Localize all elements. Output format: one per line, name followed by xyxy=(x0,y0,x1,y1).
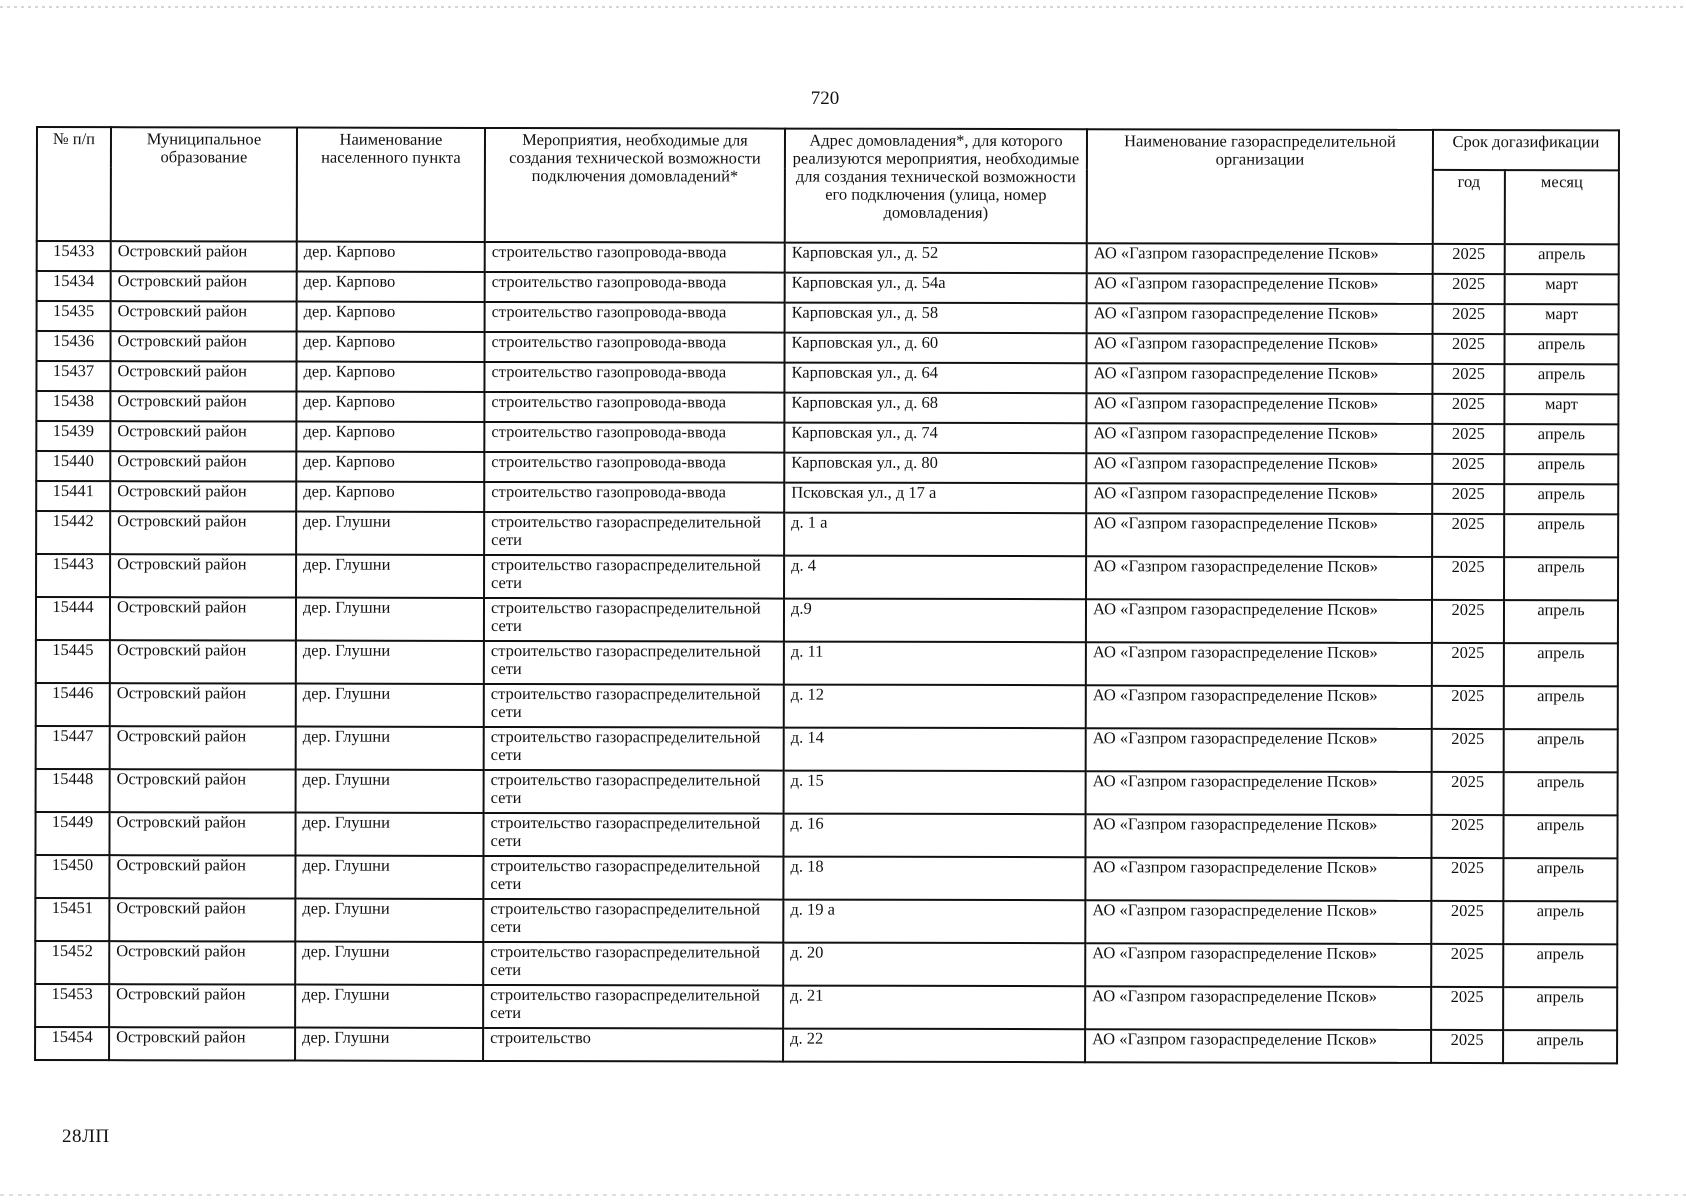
row-measure: строительство газораспределительной сети xyxy=(484,727,784,771)
row-settlement: дер. Карпово xyxy=(296,482,484,512)
row-month: март xyxy=(1505,274,1619,304)
row-month: апрель xyxy=(1504,424,1618,454)
table-row xyxy=(35,1027,1617,1063)
table-row xyxy=(36,769,1618,815)
row-measure: строительство газораспределительной сети xyxy=(483,985,783,1029)
row-organization: АО «Газпром газораспределение Псков» xyxy=(1086,513,1432,557)
row-settlement: дер. Глушни xyxy=(295,985,483,1028)
row-measure: строительство газопровода-ввода xyxy=(484,362,784,393)
row-organization: АО «Газпром газораспределение Псков» xyxy=(1086,483,1432,514)
row-organization: АО «Газпром газораспределение Псков» xyxy=(1086,363,1432,394)
row-organization: АО «Газпром газораспределение Псков» xyxy=(1087,333,1433,364)
row-month: апрель xyxy=(1504,600,1618,643)
header-measures: Мероприятия, необходимые для создания технической возможности подключения домовладений* xyxy=(485,128,785,243)
row-address: Карповская ул., д. 60 xyxy=(785,333,1087,364)
row-measure: строительство газораспределительной сети xyxy=(484,770,784,814)
row-year: 2025 xyxy=(1433,304,1505,334)
row-organization: АО «Газпром газораспределение Псков» xyxy=(1087,303,1433,334)
row-year: 2025 xyxy=(1432,772,1504,815)
table-row xyxy=(35,984,1617,1030)
row-measure: строительство газораспределительной сети xyxy=(483,813,783,857)
row-year: 2025 xyxy=(1432,454,1504,484)
row-month: апрель xyxy=(1504,772,1618,815)
row-number: 15452 xyxy=(35,941,109,984)
row-year: 2025 xyxy=(1432,686,1504,729)
row-organization: АО «Газпром газораспределение Псков» xyxy=(1086,685,1432,729)
row-settlement: дер. Карпово xyxy=(296,422,484,452)
table-row xyxy=(37,241,1619,274)
row-measure: строительство газораспределительной сети xyxy=(484,598,784,642)
row-year: 2025 xyxy=(1432,729,1504,772)
table-row xyxy=(36,554,1618,600)
table-row xyxy=(35,855,1617,901)
row-address: д. 4 xyxy=(784,556,1086,600)
row-organization: АО «Газпром газораспределение Псков» xyxy=(1085,857,1431,901)
scan-edge-bottom xyxy=(0,1194,1686,1196)
table-row xyxy=(37,301,1619,334)
header-deadline: Срок догазификации xyxy=(1433,130,1619,170)
row-address: Карповская ул., д. 52 xyxy=(785,243,1087,274)
row-month: апрель xyxy=(1503,987,1617,1030)
row-month: апрель xyxy=(1503,815,1617,858)
row-municipality: Островский район xyxy=(110,597,296,640)
scan-edge-top xyxy=(0,6,1686,8)
row-settlement: дер. Глушни xyxy=(295,813,483,856)
row-year: 2025 xyxy=(1433,244,1505,274)
row-number: 15436 xyxy=(37,331,111,361)
row-municipality: Островский район xyxy=(111,241,297,271)
row-number: 15440 xyxy=(36,451,110,481)
row-month: март xyxy=(1504,394,1618,424)
row-month: апрель xyxy=(1504,643,1618,686)
table-row xyxy=(37,331,1619,364)
row-measure: строительство газопровода-ввода xyxy=(485,242,785,273)
row-number: 15447 xyxy=(36,726,110,769)
row-number: 15441 xyxy=(36,481,110,511)
row-month: апрель xyxy=(1504,686,1618,729)
row-municipality: Островский район xyxy=(111,331,297,361)
row-organization: АО «Газпром газораспределение Псков» xyxy=(1085,943,1431,987)
row-organization: АО «Газпром газораспределение Псков» xyxy=(1085,1029,1431,1063)
row-measure: строительство газораспределительной сети xyxy=(483,899,783,943)
row-settlement: дер. Глушни xyxy=(296,684,484,727)
row-number: 15444 xyxy=(36,597,110,640)
row-month: апрель xyxy=(1504,364,1618,394)
row-number: 15434 xyxy=(37,271,111,301)
row-number: 15450 xyxy=(35,855,109,898)
table-row xyxy=(36,361,1618,394)
row-month: апрель xyxy=(1503,901,1617,944)
row-year: 2025 xyxy=(1431,944,1503,987)
row-settlement: дер. Глушни xyxy=(296,555,484,598)
row-measure: строительство газопровода-ввода xyxy=(484,392,784,423)
row-municipality: Островский район xyxy=(110,511,296,554)
row-settlement: дер. Карпово xyxy=(297,242,485,272)
row-settlement: дер. Карпово xyxy=(296,452,484,482)
row-month: апрель xyxy=(1505,244,1619,274)
row-address: Карповская ул., д. 80 xyxy=(784,453,1086,484)
row-municipality: Островский район xyxy=(109,812,295,855)
row-number: 15453 xyxy=(35,984,109,1027)
row-organization: АО «Газпром газораспределение Псков» xyxy=(1085,986,1431,1030)
row-month: апрель xyxy=(1504,454,1618,484)
row-address: д. 16 xyxy=(783,814,1085,858)
row-measure: строительство газопровода-ввода xyxy=(485,272,785,303)
row-measure: строительство газопровода-ввода xyxy=(484,452,784,483)
row-number: 15439 xyxy=(36,421,110,451)
row-year: 2025 xyxy=(1432,514,1504,557)
row-settlement: дер. Глушни xyxy=(295,899,483,942)
row-measure: строительство xyxy=(483,1028,783,1062)
row-month: апрель xyxy=(1503,944,1617,987)
row-measure: строительство газораспределительной сети xyxy=(484,512,784,556)
row-month: апрель xyxy=(1505,334,1619,364)
row-month: апрель xyxy=(1503,1030,1617,1063)
row-number: 15443 xyxy=(36,554,110,597)
row-municipality: Островский район xyxy=(110,683,296,726)
table-row xyxy=(36,597,1618,643)
row-year: 2025 xyxy=(1431,987,1503,1030)
table-row xyxy=(36,640,1618,686)
row-number: 15435 xyxy=(37,301,111,331)
table-row xyxy=(36,451,1618,484)
row-number: 15451 xyxy=(35,898,109,941)
row-year: 2025 xyxy=(1433,334,1505,364)
row-year: 2025 xyxy=(1432,394,1504,424)
page-number: 720 xyxy=(810,88,840,109)
row-organization: АО «Газпром газораспределение Псков» xyxy=(1086,423,1432,454)
table-row xyxy=(35,941,1617,987)
table-row xyxy=(36,391,1618,424)
row-settlement: дер. Глушни xyxy=(296,727,484,770)
row-measure: строительство газопровода-ввода xyxy=(484,422,784,453)
row-number: 15449 xyxy=(35,812,109,855)
row-year: 2025 xyxy=(1431,1030,1503,1063)
table-row xyxy=(37,271,1619,304)
gasification-table xyxy=(34,126,1620,1064)
row-municipality: Островский район xyxy=(110,391,296,421)
row-measure: строительство газораспределительной сети xyxy=(483,942,783,986)
row-organization: АО «Газпром газораспределение Псков» xyxy=(1086,728,1432,772)
row-municipality: Островский район xyxy=(110,726,296,769)
row-year: 2025 xyxy=(1432,643,1504,686)
row-settlement: дер. Карпово xyxy=(297,332,485,362)
row-year: 2025 xyxy=(1431,815,1503,858)
row-settlement: дер. Глушни xyxy=(296,598,484,641)
row-number: 15454 xyxy=(35,1027,109,1060)
row-settlement: дер. Глушни xyxy=(295,942,483,985)
table-row xyxy=(35,898,1617,944)
row-measure: строительство газопровода-ввода xyxy=(485,302,785,333)
row-address: Карповская ул., д. 58 xyxy=(785,303,1087,334)
row-municipality: Островский район xyxy=(111,301,297,331)
row-address: Карповская ул., д. 68 xyxy=(784,393,1086,424)
row-month: апрель xyxy=(1504,557,1618,600)
row-month: апрель xyxy=(1503,858,1617,901)
row-month: апрель xyxy=(1504,514,1618,557)
row-municipality: Островский район xyxy=(110,361,296,391)
row-municipality: Островский район xyxy=(109,855,295,898)
row-year: 2025 xyxy=(1431,901,1503,944)
row-number: 15438 xyxy=(36,391,110,421)
footer-code: 28ЛП xyxy=(62,1126,110,1147)
row-measure: строительство газопровода-ввода xyxy=(484,482,784,513)
header-month: месяц xyxy=(1505,170,1619,244)
row-address: Карповская ул., д. 74 xyxy=(784,423,1086,454)
row-organization: АО «Газпром газораспределение Псков» xyxy=(1086,599,1432,643)
row-organization: АО «Газпром газораспределение Псков» xyxy=(1086,771,1432,815)
header-num: № п/п xyxy=(37,127,111,241)
row-address: Карповская ул., д. 64 xyxy=(784,363,1086,394)
row-municipality: Островский район xyxy=(109,941,295,984)
row-address: д. 22 xyxy=(783,1029,1085,1063)
table-row xyxy=(36,511,1618,557)
row-municipality: Островский район xyxy=(109,984,295,1027)
table-header xyxy=(37,127,1619,244)
row-year: 2025 xyxy=(1431,858,1503,901)
row-municipality: Островский район xyxy=(110,481,296,511)
row-year: 2025 xyxy=(1433,274,1505,304)
row-number: 15448 xyxy=(36,769,110,812)
row-address: д. 1 а xyxy=(784,513,1086,557)
header-address: Адрес домовладения*, для которого реализуются мероприятия, необходимые для создания технической возможности его подключения (улица, номер домовладения) xyxy=(785,129,1087,244)
row-measure: строительство газораспределительной сети xyxy=(484,641,784,685)
row-municipality: Островский район xyxy=(111,271,297,301)
table-row xyxy=(36,683,1618,729)
row-measure: строительство газораспределительной сети xyxy=(484,555,784,599)
table-row xyxy=(36,481,1618,514)
row-municipality: Островский район xyxy=(110,640,296,683)
row-year: 2025 xyxy=(1432,364,1504,394)
row-address: д. 12 xyxy=(784,685,1086,729)
row-month: март xyxy=(1505,304,1619,334)
row-month: апрель xyxy=(1504,484,1618,514)
header-year: год xyxy=(1433,170,1505,244)
row-year: 2025 xyxy=(1432,484,1504,514)
row-address: Псковская ул., д 17 а xyxy=(784,483,1086,514)
row-organization: АО «Газпром газораспределение Псков» xyxy=(1086,453,1432,484)
row-settlement: дер. Карпово xyxy=(297,302,485,332)
row-organization: АО «Газпром газораспределение Псков» xyxy=(1087,243,1433,274)
row-address: Карповская ул., д. 54а xyxy=(785,273,1087,304)
row-settlement: дер. Глушни xyxy=(296,641,484,684)
row-number: 15437 xyxy=(36,361,110,391)
row-number: 15433 xyxy=(37,241,111,271)
row-organization: АО «Газпром газораспределение Псков» xyxy=(1086,642,1432,686)
header-municipality: Муниципальное образование xyxy=(111,127,297,241)
row-settlement: дер. Глушни xyxy=(295,1028,483,1061)
row-address: д. 14 xyxy=(784,728,1086,772)
row-year: 2025 xyxy=(1432,600,1504,643)
row-number: 15442 xyxy=(36,511,110,554)
row-settlement: дер. Глушни xyxy=(295,856,483,899)
row-month: апрель xyxy=(1504,729,1618,772)
row-measure: строительство газораспределительной сети xyxy=(484,684,784,728)
row-year: 2025 xyxy=(1432,424,1504,454)
row-organization: АО «Газпром газораспределение Псков» xyxy=(1085,900,1431,944)
table-row xyxy=(36,421,1618,454)
table-body xyxy=(35,241,1619,1063)
row-settlement: дер. Карпово xyxy=(296,362,484,392)
row-measure: строительство газораспределительной сети xyxy=(483,856,783,900)
row-settlement: дер. Глушни xyxy=(296,770,484,813)
row-address: д. 11 xyxy=(784,642,1086,686)
row-address: д. 15 xyxy=(784,771,1086,815)
row-settlement: дер. Карпово xyxy=(297,272,485,302)
row-settlement: дер. Карпово xyxy=(296,392,484,422)
row-municipality: Островский район xyxy=(110,554,296,597)
row-number: 15445 xyxy=(36,640,110,683)
row-number: 15446 xyxy=(36,683,110,726)
row-municipality: Островский район xyxy=(109,1027,295,1060)
row-municipality: Островский район xyxy=(109,898,295,941)
header-settlement: Наименование населенного пункта xyxy=(297,128,485,242)
table-row xyxy=(35,812,1617,858)
row-municipality: Островский район xyxy=(110,421,296,451)
row-organization: АО «Газпром газораспределение Псков» xyxy=(1086,556,1432,600)
row-address: д. 19 а xyxy=(783,900,1085,944)
row-address: д. 21 xyxy=(783,986,1085,1030)
row-measure: строительство газопровода-ввода xyxy=(485,332,785,363)
row-municipality: Островский район xyxy=(110,451,296,481)
header-organization: Наименование газораспределительной организации xyxy=(1087,129,1433,244)
row-organization: АО «Газпром газораспределение Псков» xyxy=(1086,393,1432,424)
row-address: д. 18 xyxy=(783,857,1085,901)
row-municipality: Островский район xyxy=(110,769,296,812)
table-row xyxy=(36,726,1618,772)
row-organization: АО «Газпром газораспределение Псков» xyxy=(1087,273,1433,304)
row-address: д. 20 xyxy=(783,943,1085,987)
row-settlement: дер. Глушни xyxy=(296,512,484,555)
row-year: 2025 xyxy=(1432,557,1504,600)
row-organization: АО «Газпром газораспределение Псков» xyxy=(1085,814,1431,858)
row-address: д.9 xyxy=(784,599,1086,643)
